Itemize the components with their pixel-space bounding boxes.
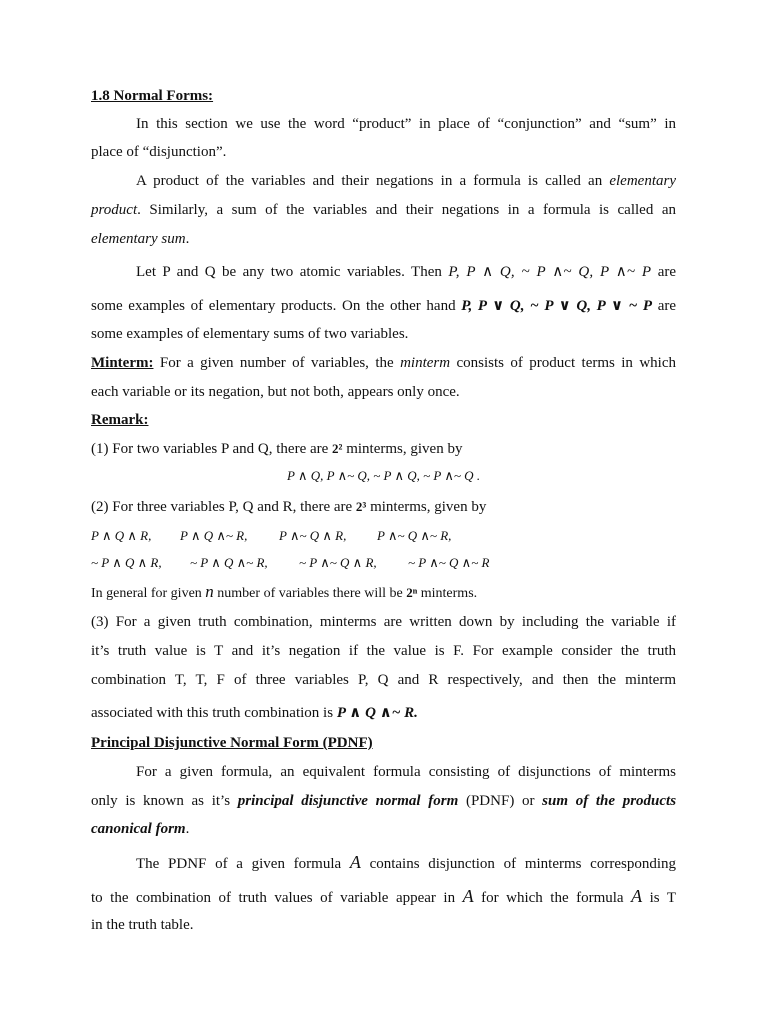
intro-line-2: place of “disjunction”. xyxy=(91,144,227,160)
text: . xyxy=(476,468,481,483)
variable-a: A xyxy=(462,886,474,906)
pdnf-line-6: in the truth table. xyxy=(91,917,194,933)
text: is T xyxy=(649,890,677,906)
variable-a: A xyxy=(631,886,643,906)
term-elementary: elementary xyxy=(609,173,676,189)
intro-line-1: In this section we use the word “product” in place of “conjunction” and “sum” in xyxy=(136,116,676,132)
text: (PDNF) or xyxy=(465,793,535,809)
text: Let P and Q be any two atomic variables. Then xyxy=(136,264,442,280)
minterm-formula: ~ P ∧ Q ∧~ R, xyxy=(190,555,268,570)
text: (2) For three variables P, Q and R, there are xyxy=(91,499,353,515)
text: for which the formula xyxy=(481,890,624,906)
power-2-n: 2ⁿ xyxy=(406,585,418,600)
text: A product of the variables and their negations in a formula is called an xyxy=(136,173,603,189)
text: The PDNF of a given formula xyxy=(136,856,342,872)
remark-3-line-3: combination T, T, F of three variables P, Q and R respectively, and then the minterm xyxy=(91,672,676,688)
text: minterms, given by xyxy=(370,499,487,515)
elementary-line-2 xyxy=(91,200,676,220)
text: number of variables there will be xyxy=(217,586,403,601)
term-product: product xyxy=(91,202,138,218)
remark-3-line-4 xyxy=(91,703,676,723)
pdnf-line-1: For a given formula, an equivalent formula consisting of disjunctions of minterms xyxy=(136,764,676,780)
minterm-line-1 xyxy=(91,353,676,373)
remark-2 xyxy=(91,497,676,517)
text: (1) For two variables P and Q, there are xyxy=(91,441,329,457)
minterm-line-2: each variable or its negation, but not both, appears only once. xyxy=(91,384,460,400)
minterm-formula: P ∧~ Q ∧~ R, xyxy=(377,528,452,543)
text: . Similarly, a sum of the variables and their negations in a formula is called an xyxy=(137,202,676,218)
text: associated with this truth combination is xyxy=(91,705,334,721)
text: are xyxy=(657,298,677,314)
section-heading: 1.8 Normal Forms: xyxy=(91,88,214,104)
pdnf-line-2 xyxy=(91,791,676,811)
text: . xyxy=(185,231,190,247)
remark-1-formula xyxy=(287,466,480,486)
examples-line-2 xyxy=(91,296,676,316)
general-statement xyxy=(91,582,676,604)
remark-heading: Remark: xyxy=(91,412,149,428)
minterm-formula: P ∧ Q ∧~ R, xyxy=(180,528,248,543)
text: . xyxy=(185,821,190,837)
text: minterms. xyxy=(420,586,478,601)
pdnf-line-3 xyxy=(91,819,676,839)
minterm-formula: ~ P ∧ Q ∧ R, xyxy=(91,555,162,570)
sums-formula: P, P ∨ Q, ~ P ∨ Q, P ∨ ~ P xyxy=(461,298,653,314)
remark-3-line-1: (3) For a given truth combination, minterms are written down by including the variable if xyxy=(91,614,676,630)
text: For a given number of variables, the xyxy=(159,355,394,371)
power-2-cubed: 2³ xyxy=(355,499,367,514)
elementary-line-3 xyxy=(91,229,676,249)
examples-line-3: some examples of elementary sums of two variables. xyxy=(91,326,409,342)
text: contains disjunction of minterms corresponding xyxy=(369,856,676,872)
pdnf-line-4 xyxy=(136,852,676,874)
minterm-label: Minterm: xyxy=(91,355,154,371)
minterm-formula: ~ P ∧~ Q ∧~ R xyxy=(408,555,490,570)
term-minterm: minterm xyxy=(400,355,451,371)
term-elementary-sum: elementary sum xyxy=(91,231,186,247)
variable-n: n xyxy=(205,582,214,601)
pdnf-heading: Principal Disjunctive Normal Form (PDNF) xyxy=(91,735,373,751)
term-pdnf: principal disjunctive normal form xyxy=(237,793,459,809)
term-sum-of-products: sum of the products xyxy=(542,793,677,809)
formula: P ∧ Q, P ∧~ Q, ~ P ∧ Q, ~ P ∧~ Q xyxy=(287,468,474,483)
text: only is known as it’s xyxy=(91,793,231,809)
text: are xyxy=(657,264,677,280)
remark-1 xyxy=(91,439,676,459)
example-minterm-formula: P ∧ Q ∧~ R. xyxy=(336,705,418,721)
products-formula: P, P ∧ Q, ~ P ∧~ Q, P ∧~ P xyxy=(448,264,652,280)
elementary-line-1 xyxy=(136,171,676,191)
text: some examples of elementary products. On the other hand xyxy=(91,298,456,314)
minterm-formula: ~ P ∧~ Q ∧ R, xyxy=(299,555,377,570)
term-canonical-form: canonical form xyxy=(91,821,186,837)
variable-a: A xyxy=(349,852,361,872)
minterm-formula: P ∧ Q ∧ R, xyxy=(91,528,152,543)
text: consists of product terms in which xyxy=(456,355,676,371)
power-2-squared: 2² xyxy=(332,441,343,456)
examples-line-1 xyxy=(136,262,676,282)
text: minterms, given by xyxy=(346,441,463,457)
minterm-formula: P ∧~ Q ∧ R, xyxy=(279,528,347,543)
pdnf-line-5 xyxy=(91,886,676,908)
text: to the combination of truth values of variable appear in xyxy=(91,890,456,906)
remark-3-line-2: it’s truth value is T and it’s negation if the value is F. For example consider the truth xyxy=(91,643,676,659)
text: In general for given xyxy=(91,586,202,601)
